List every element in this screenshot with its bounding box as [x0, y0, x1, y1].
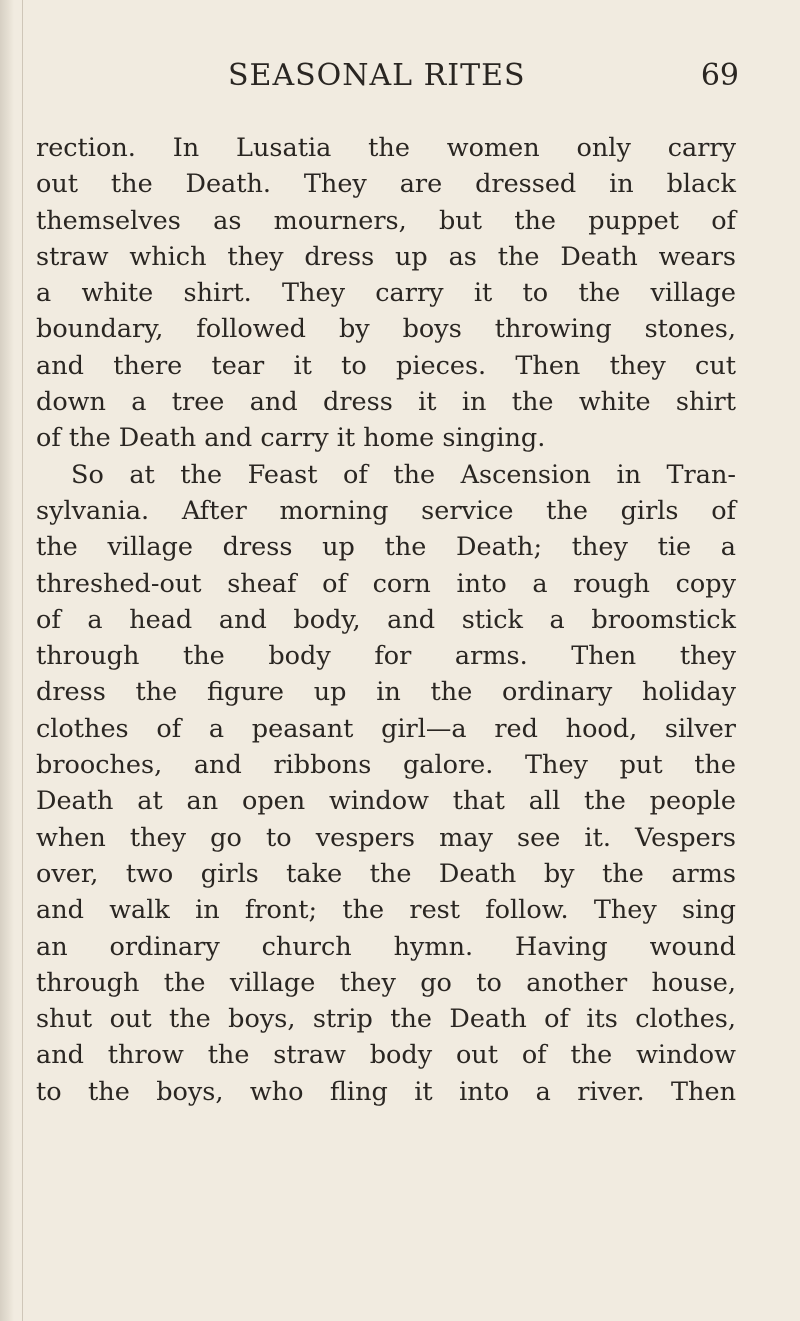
page-number: 69	[700, 58, 739, 93]
text-line: to the boys, who fling it into a river. Then	[36, 1076, 736, 1107]
text-line: and throw the straw body out of the window	[36, 1040, 736, 1071]
running-title: SEASONAL RITES	[228, 58, 526, 93]
text-line: through the village they go to another house,	[36, 967, 736, 998]
text-line: of the Death and carry it home singing.	[36, 423, 546, 454]
text-line: boundary, followed by boys throwing stones,	[36, 314, 736, 345]
text-line: shut out the boys, strip the Death of its clothes,	[36, 1004, 736, 1035]
text-line: the village dress up the Death; they tie a	[36, 532, 736, 563]
body-text	[36, 130, 736, 1110]
text-line: rection. In Lusatia the women only carry	[36, 133, 736, 163]
text-line: Death at an open window that all the people	[36, 786, 736, 817]
text-line: out the Death. They are dressed in black	[36, 169, 736, 200]
text-line: dress the figure up in the ordinary holiday	[36, 677, 736, 708]
text-line: clothes of a peasant girl—a red hood, silver	[36, 713, 736, 744]
page-gutter-line	[22, 0, 23, 1321]
text-line: of a head and body, and stick a broomstick	[36, 604, 736, 635]
text-line: over, two girls take the Death by the arms	[36, 858, 736, 889]
text-line: themselves as mourners, but the puppet of	[36, 205, 736, 236]
text-line: straw which they dress up as the Death wears	[36, 241, 736, 272]
text-line: down a tree and dress it in the white shirt	[36, 387, 736, 418]
text-line: and walk in front; the rest follow. They sing	[36, 895, 736, 926]
text-line: through the body for arms. Then they	[36, 641, 736, 672]
text-line: brooches, and ribbons galore. They put the	[36, 750, 736, 781]
page-gutter-shadow	[0, 0, 14, 1321]
text-line: and there tear it to pieces. Then they cut	[36, 350, 736, 381]
text-line: So at the Feast of the Ascension in Tran-	[71, 459, 736, 490]
text-line: when they go to vespers may see it. Vespers	[36, 822, 736, 853]
text-line: a white shirt. They carry it to the village	[36, 278, 736, 309]
running-head	[0, 58, 800, 98]
text-line: an ordinary church hymn. Having wound	[36, 931, 736, 962]
text-line: threshed-out sheaf of corn into a rough copy	[36, 568, 736, 599]
text-line: sylvania. After morning service the girls of	[36, 495, 736, 526]
